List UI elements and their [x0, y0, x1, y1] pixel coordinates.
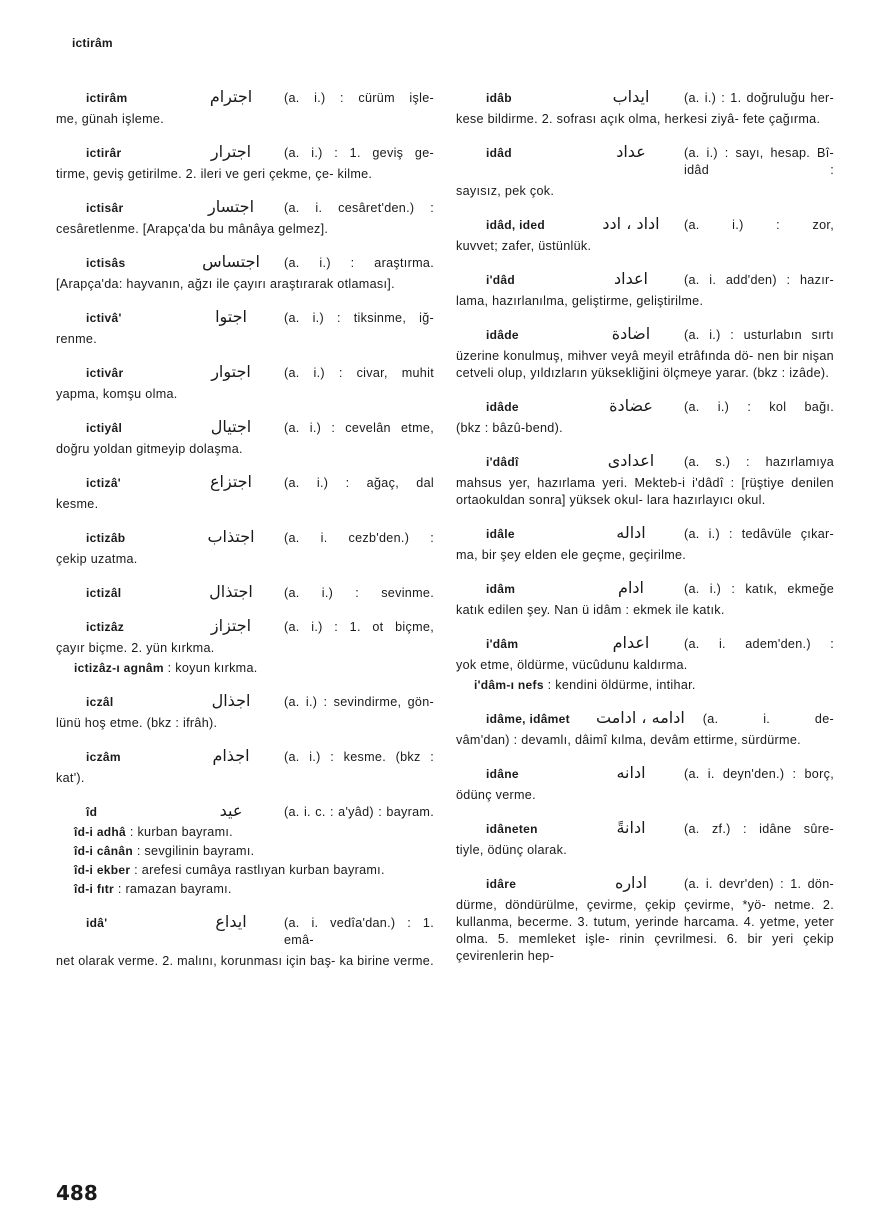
entry-definition-start: (a. i.) : civar, muhit — [284, 366, 434, 380]
dictionary-entry — [56, 363, 434, 403]
dictionary-entry — [456, 325, 834, 382]
entry-definition-start: (a. i.) : 1. doğruluğu her- — [684, 91, 834, 105]
dictionary-entry — [456, 524, 834, 564]
entry-head-line — [56, 913, 434, 949]
entry-arabic-script: ادام — [618, 578, 644, 597]
entry-headword: ictizâ' — [86, 476, 121, 490]
entry-definition-continued: dürme, döndürülme, çevirme, çekip çevirme, *yö- netme. 2. kullanma, becerme. 3. tutum, yerinde harcama. 4. yetme, yeter olma. 5. memleket işle- rinin çevrilmesi. 6. bir yeri çekip çevirenlerin hep- — [456, 898, 834, 963]
entry-arabic-script: ادامه ، ادامت — [596, 708, 685, 727]
entry-headword: idâde — [486, 400, 519, 414]
entry-definition-continued: yok etme, öldürme, vücûdunu kaldırma. — [456, 658, 688, 672]
subentry — [56, 881, 434, 898]
subentry — [56, 862, 434, 879]
entry-arabic-script: اجتسار — [207, 197, 255, 216]
entry-head-line — [456, 270, 834, 289]
subentry-definition: : sevgilinin bayramı. — [136, 844, 255, 858]
entry-head-line — [456, 634, 834, 653]
entry-definition-continued: kesme. — [56, 497, 99, 511]
entry-definition-start: (a. zf.) : idâne sûre- — [684, 822, 834, 836]
entry-arabic-script: اداد ، ادد — [602, 214, 660, 233]
dictionary-entry — [56, 528, 434, 568]
entry-arabic-script: ادانه — [616, 763, 646, 782]
entry-head-line — [456, 397, 834, 416]
entry-definition-start: (a. s.) : hazırlamıya — [684, 455, 834, 469]
entry-definition-continued: lama, hazırlanılma, geliştirme, geliştirilme. — [456, 294, 704, 308]
entry-arabic-script: اجتساس — [202, 252, 260, 271]
dictionary-entry — [56, 418, 434, 458]
dictionary-entry — [56, 88, 434, 128]
entry-definition-start: (a. i. deyn'den.) : borç, — [684, 767, 834, 781]
entry-definition-start: (a. i. devr'den) : 1. dön- — [684, 877, 834, 891]
subentry-headword: îd-i adhâ — [74, 825, 127, 839]
entry-arabic-script: اجذال — [211, 691, 251, 710]
entry-definition-continued: vâm'dan) : devamlı, dâimî kılma, devâm ettirme, sürdürme. — [456, 733, 801, 747]
subentry-definition: : ramazan bayramı. — [117, 882, 232, 896]
entry-head-line — [56, 583, 434, 602]
right-column — [456, 88, 834, 980]
entry-headword: ictizâl — [86, 586, 122, 600]
entry-definition-continued: lünü hoş etme. (bkz : ifrâh). — [56, 716, 218, 730]
entry-definition-continued: üzerine konulmuş, mihver veyâ meyil etrâfında dö- nen bir nişan cetveli olup, yıldızların yüksekliğini ölçmeye yarar. (bkz : izâde). — [456, 349, 834, 380]
entry-definition-start: (a. i.) : katık, ekmeğe — [684, 582, 834, 596]
subentry — [456, 677, 834, 694]
entry-head-line — [456, 764, 834, 783]
entry-definition-continued: kuvvet; zafer, üstünlük. — [456, 239, 592, 253]
entry-arabic-script: اجتذال — [209, 582, 253, 601]
dictionary-entry — [456, 819, 834, 859]
subentry-headword: ictizâz-ı agnâm — [74, 661, 164, 675]
entry-arabic-script: اداله — [616, 523, 646, 542]
entry-definition-continued: kat'). — [56, 771, 85, 785]
dictionary-entry — [56, 913, 434, 970]
entry-definition-start: (a. i.) : kesme. (bkz : — [284, 750, 434, 764]
entry-definition-start: (a. i. c. : a'yâd) : bayram. — [284, 805, 434, 819]
entry-head-line — [56, 617, 434, 636]
subentry-definition: : koyun kırkma. — [167, 661, 258, 675]
subentry-headword: îd-i fıtr — [74, 882, 115, 896]
entry-headword: iczâm — [86, 750, 121, 764]
dictionary-entry — [56, 473, 434, 513]
subentry-definition: : kendini öldürme, intihar. — [547, 678, 696, 692]
entry-arabic-script: عداد — [616, 142, 646, 161]
entry-headword: ictisâr — [86, 201, 124, 215]
dictionary-entry — [456, 874, 834, 965]
entry-headword: ictizâb — [86, 531, 126, 545]
entry-head-line — [456, 819, 834, 838]
entry-head-line — [56, 473, 434, 492]
entry-arabic-script: اجتوار — [211, 362, 251, 381]
entry-definition-continued: sayısız, pek çok. — [456, 184, 555, 198]
entry-definition-continued: me, günah işleme. — [56, 112, 165, 126]
dictionary-entry — [456, 270, 834, 310]
entry-definition-continued: tirme, geviş getirilme. 2. ileri ve geri çekme, çe- kilme. — [56, 167, 373, 181]
dictionary-entry — [56, 198, 434, 238]
page-number: 488 — [56, 1181, 98, 1205]
entry-arabic-script: اجترار — [210, 142, 252, 161]
entry-arabic-script: اداره — [614, 873, 648, 892]
entry-head-line — [456, 579, 834, 598]
entry-head-line — [56, 418, 434, 437]
entry-definition-continued: ödünç verme. — [456, 788, 536, 802]
entry-head-line — [56, 692, 434, 711]
entry-definition-continued: mahsus yer, hazırlama yeri. Mekteb-i i'dâdî : [rüştiye denilen ortaokuldan sonra] yüksek okul- lara hazırlayıcı okul. — [456, 476, 834, 507]
entry-definition-start: (a. i. de- — [702, 712, 834, 726]
entry-definition-continued: renme. — [56, 332, 97, 346]
entry-definition-start: (a. i. vedîa'dan.) : 1. emâ- — [284, 916, 434, 947]
subentry-headword: i'dâm-ı nefs — [474, 678, 544, 692]
entry-definition-start: (a. i. cezb'den.) : — [284, 531, 434, 545]
entry-definition-start: (a. i. cesâret'den.) : — [284, 201, 434, 215]
entry-head-line — [56, 747, 434, 766]
entry-arabic-script: اجذام — [212, 746, 250, 765]
entry-headword: idâme, idâmet — [486, 712, 570, 726]
entry-headword: i'dâm — [486, 637, 519, 651]
entry-definition-start: (a. i.) : sayı, hesap. Bî-idâd : — [684, 146, 834, 177]
entry-arabic-script: اعدادى — [607, 451, 655, 470]
entry-head-line — [56, 802, 434, 821]
dictionary-entry — [456, 143, 834, 200]
dictionary-entry — [456, 764, 834, 804]
entry-headword: idâne — [486, 767, 519, 781]
entry-definition-start: (a. i. add'den) : hazır- — [684, 273, 834, 287]
entry-head-line — [456, 325, 834, 344]
entry-headword: idâm — [486, 582, 516, 596]
entry-headword: ictirâm — [86, 91, 128, 105]
entry-head-line — [456, 452, 834, 471]
entry-headword: idâde — [486, 328, 519, 342]
entry-arabic-script: اجتيال — [210, 417, 252, 436]
entry-definition-continued: çekip uzatma. — [56, 552, 138, 566]
entry-headword: ictivâr — [86, 366, 124, 380]
entry-definition-start: (a. i.) : kol bağı. — [684, 400, 834, 414]
entry-definition-continued: yapma, komşu olma. — [56, 387, 178, 401]
entry-definition-continued: tiyle, ödünç olarak. — [456, 843, 568, 857]
entry-definition-continued: kese bildirme. 2. sofrası açık olma, herkesi ziyâ- fete çağırma. — [456, 112, 821, 126]
entry-definition-continued: (bkz : bâzû-bend). — [456, 421, 563, 435]
dictionary-entry — [456, 397, 834, 437]
entry-headword: idâre — [486, 877, 517, 891]
entry-headword: idâd — [486, 146, 512, 160]
entry-definition-start: (a. i.) : 1. geviş ge- — [284, 146, 434, 160]
dictionary-entry — [56, 617, 434, 657]
dictionary-entry — [456, 88, 834, 128]
dictionary-entry — [456, 709, 834, 749]
entry-headword: i'dâdî — [486, 455, 519, 469]
dictionary-entry — [56, 802, 434, 821]
entry-definition-start: (a. i.) : araştırma. — [284, 256, 434, 270]
running-head: ictirâm — [72, 36, 113, 50]
entry-arabic-script: اجتوا — [215, 307, 247, 326]
dictionary-entry — [56, 308, 434, 348]
entry-arabic-script: اعداد — [614, 269, 648, 288]
entry-definition-continued: katık edilen şey. Nan ü idâm : ekmek ile katık. — [456, 603, 725, 617]
dictionary-entry — [56, 143, 434, 183]
subentry — [56, 843, 434, 860]
entry-arabic-script: عيد — [219, 801, 243, 820]
entry-head-line — [56, 363, 434, 382]
entry-headword: idâneten — [486, 822, 538, 836]
entry-definition-continued: [Arapça'da: hayvanın, ağzı ile çayırı araştırarak otlaması]. — [56, 277, 395, 291]
dictionary-entry — [456, 634, 834, 674]
entry-definition-start: (a. i.) : cevelân etme, — [284, 421, 434, 435]
entry-definition-start: (a. i.) : sevinme. — [284, 586, 434, 600]
entry-definition-start: (a. i.) : cürüm işle- — [284, 91, 434, 105]
entry-definition-start: (a. i.) : tiksinme, iğ- — [284, 311, 434, 325]
entry-head-line — [56, 253, 434, 272]
subentry-headword: îd-i ekber — [74, 863, 131, 877]
entry-headword: idâ' — [86, 916, 108, 930]
entry-head-line — [456, 143, 834, 179]
entry-definition-continued: cesâretlenme. [Arapça'da bu mânâya gelmez]. — [56, 222, 329, 236]
entry-definition-start: (a. i.) : usturlabın sırtı — [684, 328, 834, 342]
entry-headword: ictirâr — [86, 146, 122, 160]
entry-arabic-script: ادانةً — [616, 818, 646, 837]
subentry — [56, 824, 434, 841]
entry-arabic-script: اجتذاب — [207, 527, 255, 546]
entry-definition-continued: doğru yoldan gitmeyip dolaşma. — [56, 442, 243, 456]
entry-definition-continued: net olarak verme. 2. malını, korunması için baş- ka birine verme. — [56, 954, 434, 968]
entry-arabic-script: اجترام — [209, 87, 253, 106]
subentry — [56, 660, 434, 677]
entry-head-line — [456, 524, 834, 543]
entry-definition-continued: ma, bir şey elden ele geçme, geçirilme. — [456, 548, 687, 562]
entry-head-line — [56, 528, 434, 547]
entry-definition-start: (a. i.) : zor, — [684, 218, 834, 232]
entry-headword: ictizâz — [86, 620, 125, 634]
entry-head-line — [56, 198, 434, 217]
entry-arabic-script: عضادة — [609, 396, 653, 415]
entry-arabic-script: ايداع — [215, 912, 247, 931]
entry-headword: îd — [86, 805, 98, 819]
entry-definition-start: (a. i.) : ağaç, dal — [284, 476, 434, 490]
entry-head-line — [456, 874, 834, 893]
entry-headword: ictiyâl — [86, 421, 123, 435]
entry-headword: iczâl — [86, 695, 114, 709]
entry-definition-start: (a. i.) : 1. ot biçme, — [284, 620, 434, 634]
left-column — [56, 88, 434, 985]
dictionary-entry — [56, 253, 434, 293]
dictionary-entry — [56, 583, 434, 602]
entry-arabic-script: اضادة — [611, 324, 651, 343]
entry-definition-start: (a. i. adem'den.) : — [684, 637, 834, 651]
dictionary-entry — [56, 692, 434, 732]
dictionary-entry — [456, 579, 834, 619]
entry-head-line — [56, 143, 434, 162]
entry-head-line — [56, 308, 434, 327]
entry-headword: idâb — [486, 91, 512, 105]
entry-headword: ictisâs — [86, 256, 126, 270]
entry-head-line — [456, 215, 834, 234]
subentry-definition: : arefesi cumâya rastlıyan kurban bayramı. — [134, 863, 385, 877]
entry-definition-start: (a. i.) : sevindirme, gön- — [284, 695, 434, 709]
entry-arabic-script: اجتزاز — [210, 616, 252, 635]
entry-definition-continued: çayır biçme. 2. yün kırkma. — [56, 641, 215, 655]
entry-head-line — [56, 88, 434, 107]
entry-head-line — [456, 88, 834, 107]
entry-headword: idâle — [486, 527, 515, 541]
dictionary-entry — [56, 747, 434, 787]
entry-headword: i'dâd — [486, 273, 516, 287]
entry-arabic-script: ايداب — [612, 87, 650, 106]
entry-headword: idâd, ided — [486, 218, 546, 232]
dictionary-entry — [456, 215, 834, 255]
entry-arabic-script: اعدام — [612, 633, 650, 652]
entry-head-line — [456, 709, 834, 728]
subentry-definition: : kurban bayramı. — [129, 825, 233, 839]
entry-definition-start: (a. i.) : tedâvüle çıkar- — [684, 527, 834, 541]
entry-arabic-script: اجتزاع — [210, 472, 252, 491]
subentry-headword: îd-i cânân — [74, 844, 134, 858]
dictionary-entry — [456, 452, 834, 509]
entry-headword: ictivâ' — [86, 311, 122, 325]
